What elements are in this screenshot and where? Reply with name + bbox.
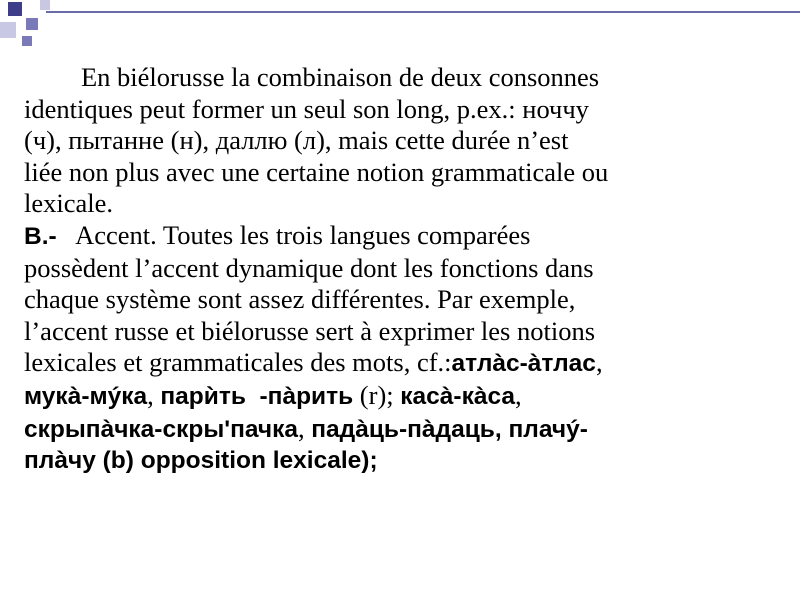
p1-line-1: En biélorusse la combinaison de deux consonnes — [81, 62, 600, 92]
example-pair: мукà-мýка — [24, 382, 148, 410]
example-pair: скрыпàчка-скры'пачка — [24, 415, 298, 443]
p2-line-6: мукà-мýка, парѝть -пàрить (r); касà-кàса, — [24, 379, 522, 410]
p2-line-7: скрыпàчка-скры'пачка, падàць-пàдаць, плачý- — [24, 412, 588, 443]
p2-line-2: possèdent l’accent dynamique dont les fonctions dans — [24, 252, 594, 283]
example-pair: атлàс-àтлас — [451, 350, 596, 378]
deco-square-dark-2 — [22, 36, 32, 46]
deco-square-dark — [8, 2, 22, 16]
p2-line-1: B.- Accent. Toutes les trois langues comparées — [24, 219, 531, 250]
slide-body — [24, 62, 764, 477]
p2-line-8: плàчу (b) opposition lexicale); — [24, 447, 378, 475]
example-pair: парѝть -пàрить — [160, 382, 354, 410]
p2-line-4: l’accent russe et biélorusse sert à exprimer les notions — [24, 315, 596, 346]
example-pair: касà-кàса — [400, 382, 516, 410]
p1-line-3: (ч), пытанне (н), даллю (л), mais cette durée n’est — [24, 125, 569, 156]
deco-square-mid — [26, 18, 38, 30]
p1-line-2: identiques peut former un seul son long, p.ex.: ноччу — [24, 93, 589, 124]
deco-square-light-2 — [40, 0, 50, 10]
p2-line-3: chaque système sont assez différentes. Par exemple, — [24, 284, 576, 315]
p1-line-5: lexicale. — [24, 188, 114, 219]
header-rule — [46, 11, 800, 13]
corner-decoration — [0, 0, 800, 60]
section-marker: B.- — [24, 222, 57, 250]
p2-line-5: lexicales et grammaticales des mots, cf.:атлàс-àтлас, — [24, 347, 603, 378]
example-pair: падàць-пàдаць, плачý- — [311, 415, 588, 443]
p1-line-4: liée non plus avec une certaine notion grammaticale ou — [24, 156, 609, 187]
deco-square-light — [0, 22, 16, 38]
example-word: ноччу — [522, 93, 589, 124]
